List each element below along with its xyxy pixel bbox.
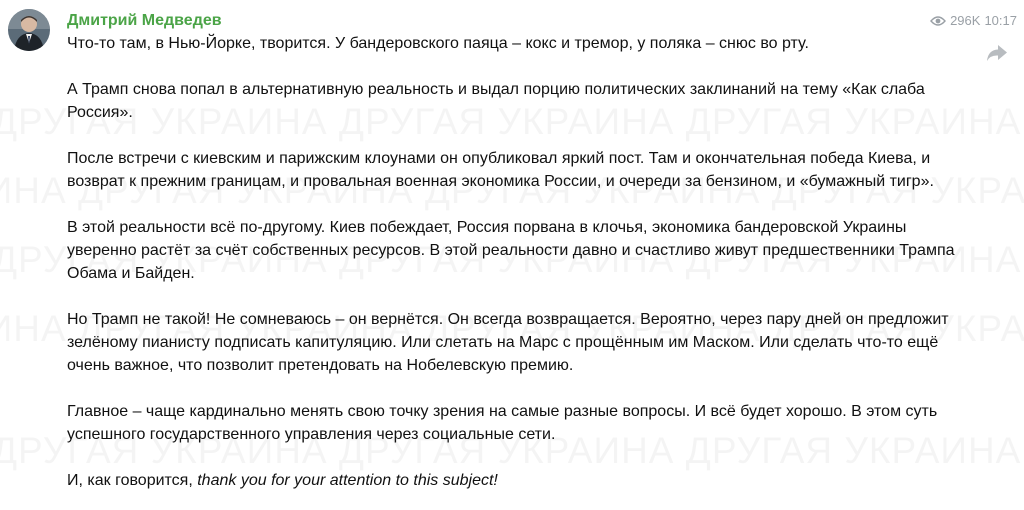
paragraph: В этой реальности всё по-другому. Киев побеждает, Россия порвана в клочья, экономика бандеровской Украины уверенно растёт за счёт собственных ресурсов. В этой реальности давно и счастливо живут предшественники Трампа Обама и Байден. (67, 219, 955, 282)
paragraph: Что-то там, в Нью-Йорке, творится. У бандеровского паяца – кокс и тремор, у поляка – снюс во рту. (67, 35, 809, 52)
share-button[interactable] (984, 40, 1010, 66)
paragraph: Главное – чаще кардинально менять свою точку зрения на самые разные вопросы. И всё будет хорошо. В этом суть успешного государственного управления через социальные сети. (67, 403, 938, 443)
closing-italic-phrase: thank you for your attention to this subject! (197, 472, 498, 489)
paragraph: А Трамп снова попал в альтернативную реальность и выдал порцию политических заклинаний на тему «Как слаба Россия». (67, 81, 925, 121)
message (67, 10, 1017, 492)
post-time: 10:17 (984, 13, 1017, 28)
eye-icon (930, 15, 946, 27)
avatar-image (8, 9, 50, 51)
paragraph: После встречи с киевским и парижским клоунами он опубликовал яркий пост. Там и окончательная победа Киева, и возврат к прежним границам, и провальная военная экономика России, и очереди за бензином, и «бумажный тигр». (67, 150, 934, 190)
author-name[interactable]: Дмитрий Медведев (67, 12, 222, 29)
post-meta (930, 13, 1017, 28)
view-count: 296K (950, 13, 981, 28)
closing-prefix: И, как говорится, (67, 472, 198, 489)
paragraph: Но Трамп не такой! Не сомневаюсь – он вернётся. Он всегда возвращается. Вероятно, через пару дней он предложит зелёному пианисту подписать капитуляцию. Или слетать на Марс с прощённым им Маском. Или сделать что-то ещё очень важное, что позволит претендовать на Нобелевскую премию. (67, 311, 949, 374)
avatar[interactable] (8, 9, 50, 51)
closing-paragraph (67, 469, 957, 492)
message-text (67, 32, 957, 492)
share-forward-icon (984, 40, 1010, 66)
